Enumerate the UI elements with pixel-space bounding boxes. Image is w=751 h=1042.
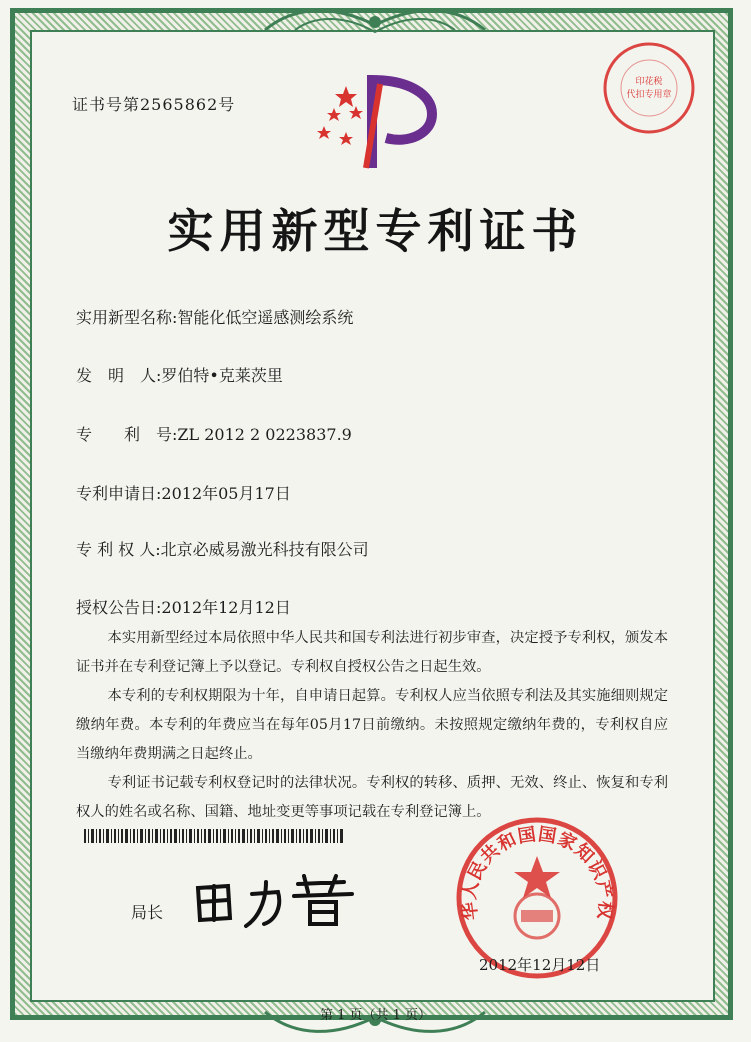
field-value: 北京必威易激光科技有限公司 [160, 540, 369, 559]
field-patent-number [76, 422, 352, 445]
field-label: 发 明 人: [76, 366, 162, 385]
body-paragraph: 本专利的专利权期限为十年，自申请日起算。专利权人应当依照专利法及其实施细则规定缴纳年费。本专利的年费应当在每年05月17日前缴纳。未按照规定缴纳年费的，专利权自应当缴纳年费期满之日起终止。 [76, 688, 668, 762]
svg-text:代扣专用章: 代扣专用章 [626, 90, 672, 100]
seal-date: 2012年12月12日 [479, 956, 601, 974]
field-utility-model-name [76, 305, 353, 328]
field-label: 实用新型名称: [76, 308, 178, 327]
director-signature [186, 872, 366, 936]
field-value: 罗伯特•克莱茨里 [161, 366, 283, 385]
field-value: 2012年05月17日 [161, 484, 291, 503]
field-value: 2012年12月12日 [161, 598, 291, 617]
patent-office-logo-icon [310, 72, 440, 176]
field-label: 专利申请日: [76, 484, 162, 503]
page-number: 第 1 页（共 1 页） [319, 1008, 432, 1023]
top-ornament [255, 0, 495, 40]
field-label: 授权公告日: [76, 598, 162, 617]
tax-stamp-seal [601, 40, 697, 140]
field-inventor [76, 363, 283, 386]
field-patentee [76, 537, 369, 560]
svg-text:印花税: 印花税 [635, 77, 663, 87]
body-paragraph: 本实用新型经过本局依照中华人民共和国专利法进行初步审查，决定授予专利权，颁发本证书并在专利登记簿上予以登记。专利权自授权公告之日起生效。 [76, 630, 668, 675]
field-label: 专 利 权 人: [76, 540, 161, 559]
field-label: 专 利 号: [76, 425, 178, 444]
certificate-body [76, 624, 668, 827]
barcode [84, 829, 344, 843]
field-value: ZL 2012 2 0223837.9 [177, 425, 352, 444]
field-value: 智能化低空遥感测绘系统 [177, 308, 354, 327]
certificate-title: 实用新型专利证书 [167, 204, 584, 258]
director-label: 局长 [131, 903, 164, 922]
svg-text:中华人民共和国国家知识产权局: 华人民共和国国家知识产权 [458, 823, 617, 922]
field-grant-date [76, 595, 291, 618]
certificate-number: 证书号第2565862号 [72, 95, 236, 114]
field-application-date [76, 481, 291, 504]
body-paragraph: 专利证书记载专利权登记时的法律状况。专利权的转移、质押、无效、终止、恢复和专利权人的姓名或名称、国籍、地址变更等事项记载在专利登记簿上。 [76, 775, 668, 820]
